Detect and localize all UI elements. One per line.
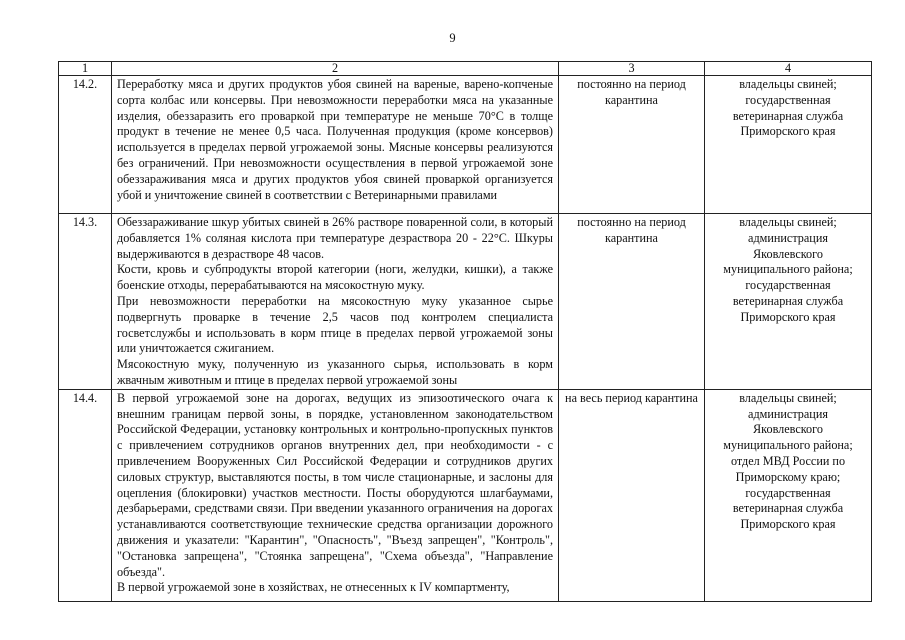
table-row: [59, 76, 872, 214]
responsible-line: Приморского края: [740, 124, 836, 139]
responsible-cell: [705, 389, 872, 601]
responsible-line: Яковлевского: [753, 246, 823, 261]
item-number: 14.3.: [59, 214, 112, 390]
measure-paragraph: В первой угрожаемой зоне на дорогах, ведущих из эпизоотического очага к внешним границам первой зоны, в порядке, установленном законодательством Российской Федерации, установку контрольных и контрольно-пропускных пунктов с привлечением сотрудников органов внутренних дел, при необходимости - с привлечением Вооруженных Сил Российской Федерации и сотрудников других силовых структур, выставляются посты, в том числе стационарные, и заслоны для оцепления (блокировки) участков местности. Посты оборудуются шлагбаумами, дезбарьерами, средствами связи. При введении указанного ограничения на дорогах устанавливаются соответствующие технические средства организации дорожного движения и указатели: "Карантин", "Опасность", "Въезд запрещен", "Контроль", "Остановка запрещена", "Стоянка запрещена", "Схема объезда", "Направление объезда".: [117, 390, 553, 579]
responsible-line: Приморского края: [740, 309, 836, 324]
measures-table: [58, 61, 872, 602]
responsible-line: администрация: [748, 406, 828, 421]
responsible-line: Яковлевского: [753, 422, 823, 437]
period-cell: на весь период карантина: [559, 389, 705, 601]
item-number: 14.4.: [59, 389, 112, 601]
responsible-line: Приморскому краю;: [735, 469, 841, 484]
measure-paragraph: При невозможности переработки на мясокостную муку указанное сырье подвергнуть проварке в течение 2,5 часов под контролем специалиста госветслужбы и использовать в корм птице в пределах первой угрожаемой зоны или уничтожается сжиганием.: [117, 293, 553, 356]
item-number: 14.2.: [59, 76, 112, 214]
measure-paragraph: Переработку мяса и других продуктов убоя свиней на вареные, варено-копченые сорта колбас или консервы. При невозможности переработки мяса на указанные изделия, обеззаразить его проваркой при температуре не меньше 70°С в толще продукт в течение не менее 0,5 часа. Полученная продукция (кроме консервов) используется в пределах первой угрожаемой зоны. Мясные консервы реализуются без ограничений. При невозможности осуществления в первой угрожаемой зоне обеззараживания мяса и других продуктов убоя свиней проваркой организуется убой и уничтожение свиней в соответствии с Ветеринарными правилами: [117, 77, 553, 202]
responsible-line: муниципального района;: [723, 438, 853, 453]
responsible-line: администрация: [748, 230, 828, 245]
measure-paragraph: Кости, кровь и субпродукты второй категории (ноги, желудки, кишки), а также боенские отходы, перерабатываются на мясокостную муку.: [117, 262, 553, 293]
table-row: [59, 214, 872, 390]
responsible-line: владельцы свиней;: [739, 77, 837, 91]
responsible-cell: [705, 76, 872, 214]
responsible-line: ветеринарная служба: [732, 108, 844, 123]
measure-paragraph: Мясокостную муку, полученную из указанного сырья, использовать в корм жвачным животным и птице в пределах первой угрожаемой зоны: [117, 357, 553, 387]
column-header-2: 2: [112, 62, 559, 76]
measure-text: [112, 214, 559, 390]
page-number: 9: [449, 31, 456, 45]
responsible-line: государственная: [745, 485, 831, 500]
measure-text: [112, 389, 559, 601]
table-row: [59, 389, 872, 601]
measure-paragraph: В первой угрожаемой зоне в хозяйствах, не отнесенных к IV компартменту,: [117, 580, 510, 595]
responsible-line: владельцы свиней;: [739, 215, 837, 229]
period-cell: постоянно на период карантина: [559, 76, 705, 214]
column-header-1: 1: [59, 62, 112, 76]
responsible-cell: [705, 214, 872, 390]
responsible-line: владельцы свиней;: [739, 390, 837, 405]
column-header-4: 4: [705, 62, 872, 76]
responsible-line: государственная: [745, 278, 831, 293]
responsible-line: государственная: [745, 92, 831, 107]
period-cell: постоянно на период карантина: [559, 214, 705, 390]
responsible-line: ветеринарная служба: [732, 293, 844, 308]
responsible-line: Приморского края: [740, 517, 836, 532]
header-row: [59, 62, 872, 76]
responsible-line: ветеринарная служба: [732, 501, 844, 516]
responsible-line: отдел МВД России по: [730, 453, 846, 468]
measure-paragraph: Обеззараживание шкур убитых свиней в 26% растворе поваренной соли, в который добавляется 1% соляная кислота при температуре дезраствора 20 - 22°С. Шкуры выдерживаются в дезрастворе 48 часов.: [117, 215, 553, 261]
column-header-3: 3: [559, 62, 705, 76]
responsible-line: муниципального района;: [723, 262, 853, 277]
measure-text: [112, 76, 559, 214]
